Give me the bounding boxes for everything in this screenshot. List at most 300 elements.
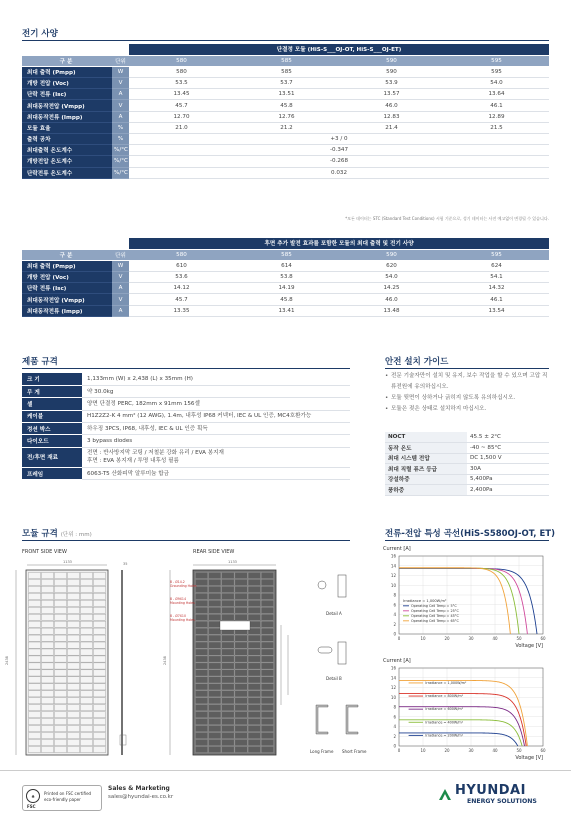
y-tick-label: 4 [393, 724, 396, 729]
x-tick-label: 20 [444, 636, 450, 641]
table-cell: 약 30.0kg [82, 385, 350, 397]
solar-cell [235, 684, 247, 690]
table-cell: 54.1 [444, 272, 549, 283]
solar-cell [54, 733, 66, 739]
solar-cell [261, 691, 273, 697]
solar-cell [28, 586, 40, 592]
solar-cell [28, 621, 40, 627]
solar-cell [248, 739, 260, 745]
solar-cell [261, 600, 273, 606]
solar-cell [261, 719, 273, 725]
solar-cell [80, 719, 92, 725]
solar-cell [209, 684, 221, 690]
solar-cell [209, 593, 221, 599]
solar-cell [80, 579, 92, 585]
solar-cell [80, 705, 92, 711]
solar-cell [41, 712, 53, 718]
title-rule [22, 40, 549, 41]
iv-curve-title: 전류-전압 특성 곡선(HiS-S580OJ-OT, ET) [385, 529, 555, 539]
row-label: 최대동작전류 (Impp) [22, 111, 112, 122]
table-cell: 13.48 [339, 305, 444, 316]
col-header: 585 [234, 249, 339, 260]
solar-cell [248, 684, 260, 690]
solar-cell [28, 600, 40, 606]
solar-cell [28, 572, 40, 578]
solar-cell [222, 739, 234, 745]
x-tick-label: 10 [420, 748, 426, 753]
solar-cell [28, 614, 40, 620]
solar-cell [54, 579, 66, 585]
height-dim: 35 [123, 562, 128, 566]
table-row [22, 385, 350, 397]
solar-cell [222, 691, 234, 697]
row-label: 최대출력 온도계수 [22, 145, 112, 156]
y-tick-label: 6 [393, 714, 396, 720]
solar-cell [248, 579, 260, 585]
solar-cell [261, 614, 273, 620]
solar-cell [195, 614, 207, 620]
x-tick-label: 40 [492, 748, 498, 753]
solar-cell [80, 656, 92, 662]
y-tick-label: 10 [390, 582, 396, 588]
x-tick-label: 0 [397, 748, 401, 753]
solar-cell [195, 635, 207, 641]
legend-entry: Operating Cell Temp = 65°C [411, 618, 459, 623]
safety-list [385, 371, 549, 415]
solar-cell [28, 635, 40, 641]
solar-cell [80, 739, 92, 745]
col-header: 595 [444, 55, 549, 66]
solar-cell [195, 739, 207, 745]
safety-guide-title: 안전 설치 가이드 [385, 357, 449, 367]
solar-cell [93, 719, 105, 725]
table-row [22, 272, 549, 283]
solar-cell [195, 579, 207, 585]
solar-cell [235, 579, 247, 585]
solar-cell [67, 733, 79, 739]
solar-cell [209, 670, 221, 676]
row-label: 최대 직렬 퓨즈 등급 [385, 464, 467, 475]
y-tick-label: 12 [390, 685, 396, 690]
solar-cell [195, 698, 207, 704]
solar-cell [80, 621, 92, 627]
title-rule [22, 540, 350, 541]
row-label: 최대동작전압 (Vmpp) [22, 294, 112, 305]
table-cell: -0.347 [129, 145, 549, 156]
table-cell: 46.0 [339, 100, 444, 111]
solar-cell [28, 726, 40, 732]
solar-cell [222, 677, 234, 683]
unit-note: (단위 : mm) [60, 532, 92, 538]
y-tick-label: 10 [390, 694, 396, 700]
y-tick-label: 14 [390, 675, 396, 681]
solar-cell [222, 579, 234, 585]
solar-cell [195, 642, 207, 648]
table-row [385, 485, 549, 496]
solar-cell [80, 593, 92, 599]
solar-cell [209, 739, 221, 745]
row-unit: W [112, 260, 129, 271]
fsc-text: Printed on FSC certified eco-friendly paper [44, 791, 92, 802]
solar-cell [54, 684, 66, 690]
solar-cell [222, 642, 234, 648]
solar-cell [209, 719, 221, 725]
solar-cell [80, 628, 92, 634]
solar-cell [248, 705, 260, 711]
solar-cell [222, 746, 234, 752]
row-label: 개방전압 온도계수 [22, 156, 112, 167]
solar-cell [67, 719, 79, 725]
y-tick-label: 8 [393, 704, 396, 710]
solar-cell [93, 691, 105, 697]
x-tick-label: 60 [540, 636, 546, 641]
solar-cell [54, 642, 66, 648]
x-tick-label: 40 [492, 636, 498, 641]
solar-cell [235, 663, 247, 669]
solar-cell [209, 712, 221, 718]
solar-cell [93, 635, 105, 641]
solar-cell [67, 593, 79, 599]
solar-cell [235, 649, 247, 655]
table-cell: 13.51 [234, 89, 339, 100]
solar-cell [209, 628, 221, 634]
solar-cell [209, 691, 221, 697]
safety-item: • 전문 기술자만이 설치 및 유지, 보수 작업을 할 수 있으며 고압 직류전원에 유의하십시오. [385, 371, 549, 393]
legend-entry: Operating Cell Temp = 5°C [411, 603, 457, 608]
solar-cell [67, 649, 79, 655]
table-cell: 590 [339, 66, 444, 77]
solar-cell [80, 712, 92, 718]
solar-cell [41, 579, 53, 585]
solar-cell [28, 705, 40, 711]
row-label: 강설하중 [385, 474, 467, 485]
row-unit: V [112, 100, 129, 111]
y-tick-label: 14 [390, 563, 396, 569]
row-unit: V [112, 78, 129, 89]
row-unit: % [112, 122, 129, 133]
x-tick-label: 30 [468, 748, 474, 753]
solar-cell [248, 712, 260, 718]
solar-cell [222, 684, 234, 690]
solar-cell [235, 746, 247, 752]
front-view-label: FRONT SIDE VIEW [22, 549, 67, 555]
hole-label: 8 - Ø7X10 [170, 614, 186, 618]
solar-cell [209, 621, 221, 627]
table-cell: 14.12 [129, 283, 234, 294]
row-label: 모듈 효율 [22, 122, 112, 133]
solar-cell [54, 726, 66, 732]
table-cell: 양면 단결정 PERC, 182mm x 91mm 156셀 [82, 398, 350, 410]
table-row [22, 447, 350, 467]
table-cell: 54.0 [444, 78, 549, 89]
row-label: 최대 출력 (Pmpp) [22, 66, 112, 77]
solar-cell [54, 656, 66, 662]
solar-cell [195, 628, 207, 634]
row-label: 단락 전류 (Isc) [22, 283, 112, 294]
solar-cell [28, 593, 40, 599]
y-tick-label: 6 [393, 602, 396, 608]
table-cell: 13.64 [444, 89, 549, 100]
solar-cell [28, 642, 40, 648]
solar-cell [41, 607, 53, 613]
solar-cell [261, 698, 273, 704]
solar-cell [261, 586, 273, 592]
solar-cell [261, 746, 273, 752]
solar-cell [195, 649, 207, 655]
y-tick-label: 2 [393, 733, 396, 739]
solar-cell [54, 614, 66, 620]
solar-cell [67, 746, 79, 752]
solar-cell [93, 600, 105, 606]
solar-cell [261, 663, 273, 669]
x-tick-label: 20 [444, 748, 450, 753]
solar-cell [93, 579, 105, 585]
solar-cell [41, 705, 53, 711]
table-row [22, 100, 549, 111]
solar-cell [28, 691, 40, 697]
solar-cell [235, 691, 247, 697]
table-row [22, 111, 549, 122]
solar-cell [222, 670, 234, 676]
solar-cell [209, 572, 221, 578]
row-label: 다이오드 [22, 435, 82, 447]
legend-title: Irradiance = 1,000W/m² [403, 598, 447, 603]
solar-cell [80, 635, 92, 641]
table-row [22, 305, 549, 316]
row-unit: W [112, 66, 129, 77]
row-unit: %/°C [112, 156, 129, 167]
table-cell: 45.5 ± 2°C [467, 432, 549, 443]
solar-cell [248, 719, 260, 725]
solar-cell [209, 635, 221, 641]
hole-label-line: Grounding Holes [170, 584, 197, 588]
legend-entry: Irradiance = 600W/m² [425, 707, 464, 712]
solar-cell [67, 642, 79, 648]
solar-cell [235, 712, 247, 718]
hyundai-logo-icon [438, 787, 450, 799]
row-label: 전/후면 재료 [22, 447, 82, 467]
table-cell: 13.57 [339, 89, 444, 100]
solar-cell [222, 586, 234, 592]
solar-cell [28, 733, 40, 739]
solar-cell [248, 698, 260, 704]
solar-cell [261, 628, 273, 634]
table-cell: 45.8 [234, 100, 339, 111]
electrical-spec-table [22, 44, 549, 179]
sales-email-link[interactable]: sales@hyundai-es.co.kr [108, 794, 174, 800]
solar-cell [41, 677, 53, 683]
solar-cell [67, 726, 79, 732]
x-tick-label: 60 [540, 748, 546, 753]
solar-cell [248, 607, 260, 613]
solar-cell [41, 635, 53, 641]
fsc-tree-icon: ♣ [26, 789, 40, 803]
solar-cell [41, 663, 53, 669]
row-label: NOCT [385, 432, 467, 443]
solar-cell [93, 607, 105, 613]
solar-cell [235, 698, 247, 704]
x-tick-label: 50 [516, 636, 522, 641]
solar-cell [261, 621, 273, 627]
table-cell: 3 bypass diodes [82, 435, 350, 447]
rear-view-label: REAR SIDE VIEW [193, 549, 235, 555]
solar-cell [235, 572, 247, 578]
solar-cell [261, 649, 273, 655]
legend-entry: Operating Cell Temp = 45°C [411, 613, 459, 618]
solar-cell [93, 733, 105, 739]
solar-cell [209, 614, 221, 620]
table-cell: 하우징 3PCS, IP68, 내후성, IEC & UL 인증 획득 [82, 423, 350, 435]
row-label: 셀 [22, 398, 82, 410]
solar-cell [261, 656, 273, 662]
solar-cell [235, 670, 247, 676]
table-cell: 14.32 [444, 283, 549, 294]
module-dimension-title [22, 527, 92, 539]
solar-cell [41, 586, 53, 592]
solar-cell [222, 733, 234, 739]
table-cell: DC 1,500 V [467, 453, 549, 464]
solar-cell [93, 656, 105, 662]
solar-cell [235, 593, 247, 599]
solar-cell [209, 607, 221, 613]
solar-cell [195, 691, 207, 697]
solar-cell [80, 746, 92, 752]
solar-cell [195, 572, 207, 578]
col-header: 595 [444, 249, 549, 260]
product-spec-title: 제품 규격 [22, 357, 58, 367]
dimension-title-text: 모듈 규격 [22, 529, 58, 539]
table-row [22, 260, 549, 271]
row-label: 단락전류 온도계수 [22, 167, 112, 178]
solar-cell [195, 621, 207, 627]
title-rule [385, 368, 549, 369]
safety-item: • 모듈 뒷면이 상하거나 긁히지 않도록 유의하십시오. [385, 393, 549, 404]
solar-cell [93, 663, 105, 669]
table-cell: 5,400Pa [467, 474, 549, 485]
solar-cell [209, 663, 221, 669]
hole-label-line: Mounting Holes [170, 601, 195, 605]
row-unit: V [112, 294, 129, 305]
table-row [22, 467, 350, 479]
solar-cell [54, 593, 66, 599]
solar-cell [248, 691, 260, 697]
row-label: 최대 출력 (Pmpp) [22, 260, 112, 271]
solar-cell [28, 719, 40, 725]
col-header: 585 [234, 55, 339, 66]
solar-cell [93, 628, 105, 634]
solar-cell [93, 649, 105, 655]
solar-cell [41, 733, 53, 739]
solar-cell [80, 726, 92, 732]
solar-cell [54, 677, 66, 683]
solar-cell [195, 684, 207, 690]
solar-cell [67, 635, 79, 641]
row-label: 최대 시스템 전압 [385, 453, 467, 464]
solar-cell [222, 712, 234, 718]
row-unit: %/°C [112, 167, 129, 178]
solar-cell [54, 628, 66, 634]
detail-a-label: Detail A [326, 611, 342, 616]
solar-cell [41, 719, 53, 725]
solar-cell [209, 677, 221, 683]
solar-cell [54, 712, 66, 718]
table-row [385, 443, 549, 454]
solar-cell [248, 663, 260, 669]
table-row [22, 134, 549, 145]
solar-cell [195, 705, 207, 711]
table-cell: 14.19 [234, 283, 339, 294]
solar-cell [54, 705, 66, 711]
solar-cell [80, 684, 92, 690]
solar-cell [248, 593, 260, 599]
solar-cell [28, 607, 40, 613]
table-row [385, 474, 549, 485]
fsc-mark: FSC [27, 804, 36, 809]
table-cell: 6063-T5 산화피막 알루미늄 합금 [82, 467, 350, 479]
solar-cell [261, 739, 273, 745]
solar-cell [54, 607, 66, 613]
col-header: 단위 [112, 55, 129, 66]
solar-cell [209, 579, 221, 585]
table-cell: 46.1 [444, 294, 549, 305]
solar-cell [261, 670, 273, 676]
legend-entry: Operating Cell Temp = 25°C [411, 608, 459, 613]
y-tick-label: 2 [393, 621, 396, 627]
table-cell: 21.2 [234, 122, 339, 133]
solar-cell [222, 607, 234, 613]
solar-cell [261, 593, 273, 599]
table-cell: 30A [467, 464, 549, 475]
row-unit: %/°C [112, 145, 129, 156]
table-cell: 54.0 [339, 272, 444, 283]
solar-cell [28, 698, 40, 704]
solar-cell [67, 628, 79, 634]
rear-spec-table [22, 238, 549, 317]
solar-cell [222, 726, 234, 732]
solar-cell [67, 691, 79, 697]
stc-footnote: *모든 데이터는 STC (Standard Test Conditions) 시험 기준으로, 성기 데이터는 사전 예고없이 변경될 수 있습니다. [345, 216, 549, 221]
table-cell: 12.70 [129, 111, 234, 122]
solar-cell [41, 600, 53, 606]
solar-cell [67, 621, 79, 627]
solar-cell [261, 726, 273, 732]
product-spec-table [22, 373, 350, 480]
solar-cell [41, 642, 53, 648]
solar-cell [209, 649, 221, 655]
solar-cell [67, 739, 79, 745]
table-row [385, 464, 549, 475]
y-tick-label: 0 [393, 631, 396, 637]
solar-cell [235, 719, 247, 725]
table-cell: 45.7 [129, 294, 234, 305]
row-label: 동작 온도 [385, 443, 467, 454]
row-label: 최대동작전류 (Impp) [22, 305, 112, 316]
solar-cell [67, 684, 79, 690]
row-unit: A [112, 89, 129, 100]
solar-cell [41, 684, 53, 690]
y-axis-label: Current [A] [383, 658, 411, 664]
solar-cell [93, 684, 105, 690]
row-label: 출력 공차 [22, 134, 112, 145]
hole-label-line: Mounting Holes [170, 618, 195, 622]
solar-cell [235, 705, 247, 711]
solar-cell [41, 691, 53, 697]
solar-cell [80, 670, 92, 676]
table-row [22, 89, 549, 100]
solar-cell [80, 586, 92, 592]
solar-cell [195, 726, 207, 732]
col-header: 구 분 [22, 249, 112, 260]
